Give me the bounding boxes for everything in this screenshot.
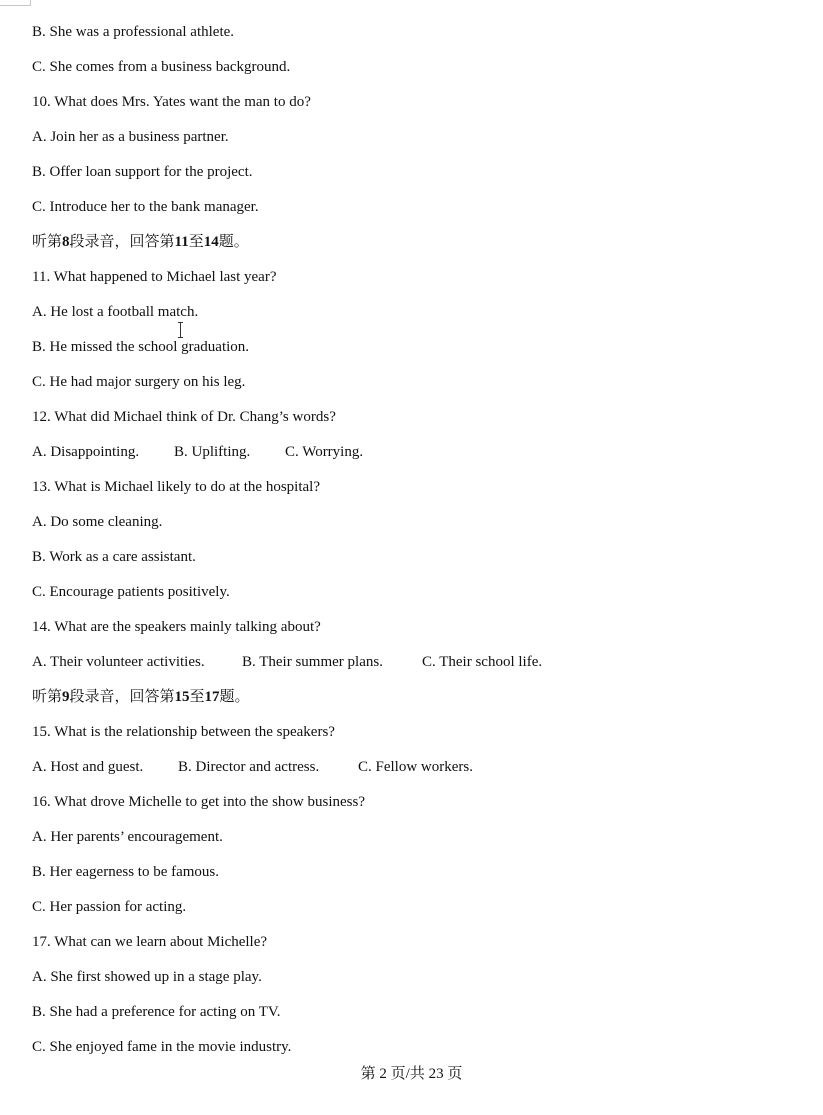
option-line: C. Introduce her to the bank manager. <box>32 199 259 215</box>
options-row-14 <box>32 650 792 685</box>
option-line: C. She comes from a business background. <box>32 59 291 75</box>
option-line: B. Offer loan support for the project. <box>32 164 253 180</box>
question-13: 13. What is Michael likely to do at the hospital? <box>32 479 320 495</box>
section-from: 15 <box>174 689 190 705</box>
section-text: 题。 <box>219 689 250 705</box>
section-text: 听第 <box>32 689 63 705</box>
section-number: 8 <box>62 234 70 250</box>
option-c: C. Fellow workers. <box>358 759 473 775</box>
question-14: 14. What are the speakers mainly talking about? <box>32 619 321 635</box>
option-line: C. Encourage patients positively. <box>32 584 230 600</box>
section-number: 9 <box>62 689 70 705</box>
question-12: 12. What did Michael think of Dr. Chang’s words? <box>32 409 336 425</box>
section-heading-8 <box>32 230 792 265</box>
option-b: B. Uplifting. <box>174 444 251 460</box>
option-line: A. He lost a football match. <box>32 304 199 320</box>
page-corner-mark <box>0 0 31 6</box>
text-cursor-icon <box>178 322 184 338</box>
option-line: C. She enjoyed fame in the movie industry. <box>32 1039 292 1055</box>
option-b: B. Their summer plans. <box>242 654 383 670</box>
option-line: A. Her parents’ encouragement. <box>32 829 223 845</box>
option-line: B. She had a preference for acting on TV. <box>32 1004 281 1020</box>
option-c: C. Worrying. <box>285 444 364 460</box>
document-body <box>32 20 792 1070</box>
page-footer: 第 2 页/共 23 页 <box>360 1066 463 1082</box>
option-line: A. She first showed up in a stage play. <box>32 969 262 985</box>
section-to: 14 <box>203 234 219 250</box>
section-text: 至 <box>189 689 205 705</box>
options-row-12 <box>32 440 792 475</box>
section-text: 段录音，回答第 <box>69 689 175 705</box>
option-a: A. Disappointing. <box>32 444 140 460</box>
option-line: B. Work as a care assistant. <box>32 549 196 565</box>
section-text: 至 <box>188 234 204 250</box>
question-11: 11. What happened to Michael last year? <box>32 269 277 285</box>
section-heading-9 <box>32 685 792 720</box>
option-b: B. Director and actress. <box>178 759 320 775</box>
question-10: 10. What does Mrs. Yates want the man to do? <box>32 94 311 110</box>
question-17: 17. What can we learn about Michelle? <box>32 934 268 950</box>
option-c: C. Their school life. <box>422 654 543 670</box>
option-line: C. Her passion for acting. <box>32 899 187 915</box>
option-line: B. She was a professional athlete. <box>32 24 235 40</box>
option-a: A. Host and guest. <box>32 759 144 775</box>
section-text: 段录音，回答第 <box>69 234 175 250</box>
options-row-15 <box>32 755 792 790</box>
option-line: A. Join her as a business partner. <box>32 129 229 145</box>
question-16: 16. What drove Michelle to get into the show business? <box>32 794 365 810</box>
option-a: A. Their volunteer activities. <box>32 654 205 670</box>
option-line: C. He had major surgery on his leg. <box>32 374 246 390</box>
section-to: 17 <box>204 689 220 705</box>
option-line: B. Her eagerness to be famous. <box>32 864 220 880</box>
section-text: 题。 <box>218 234 249 250</box>
question-15: 15. What is the relationship between the speakers? <box>32 724 335 740</box>
option-line: A. Do some cleaning. <box>32 514 163 530</box>
section-text: 听第 <box>32 234 63 250</box>
option-line: B. He missed the school graduation. <box>32 339 250 355</box>
section-from: 11 <box>174 234 189 250</box>
